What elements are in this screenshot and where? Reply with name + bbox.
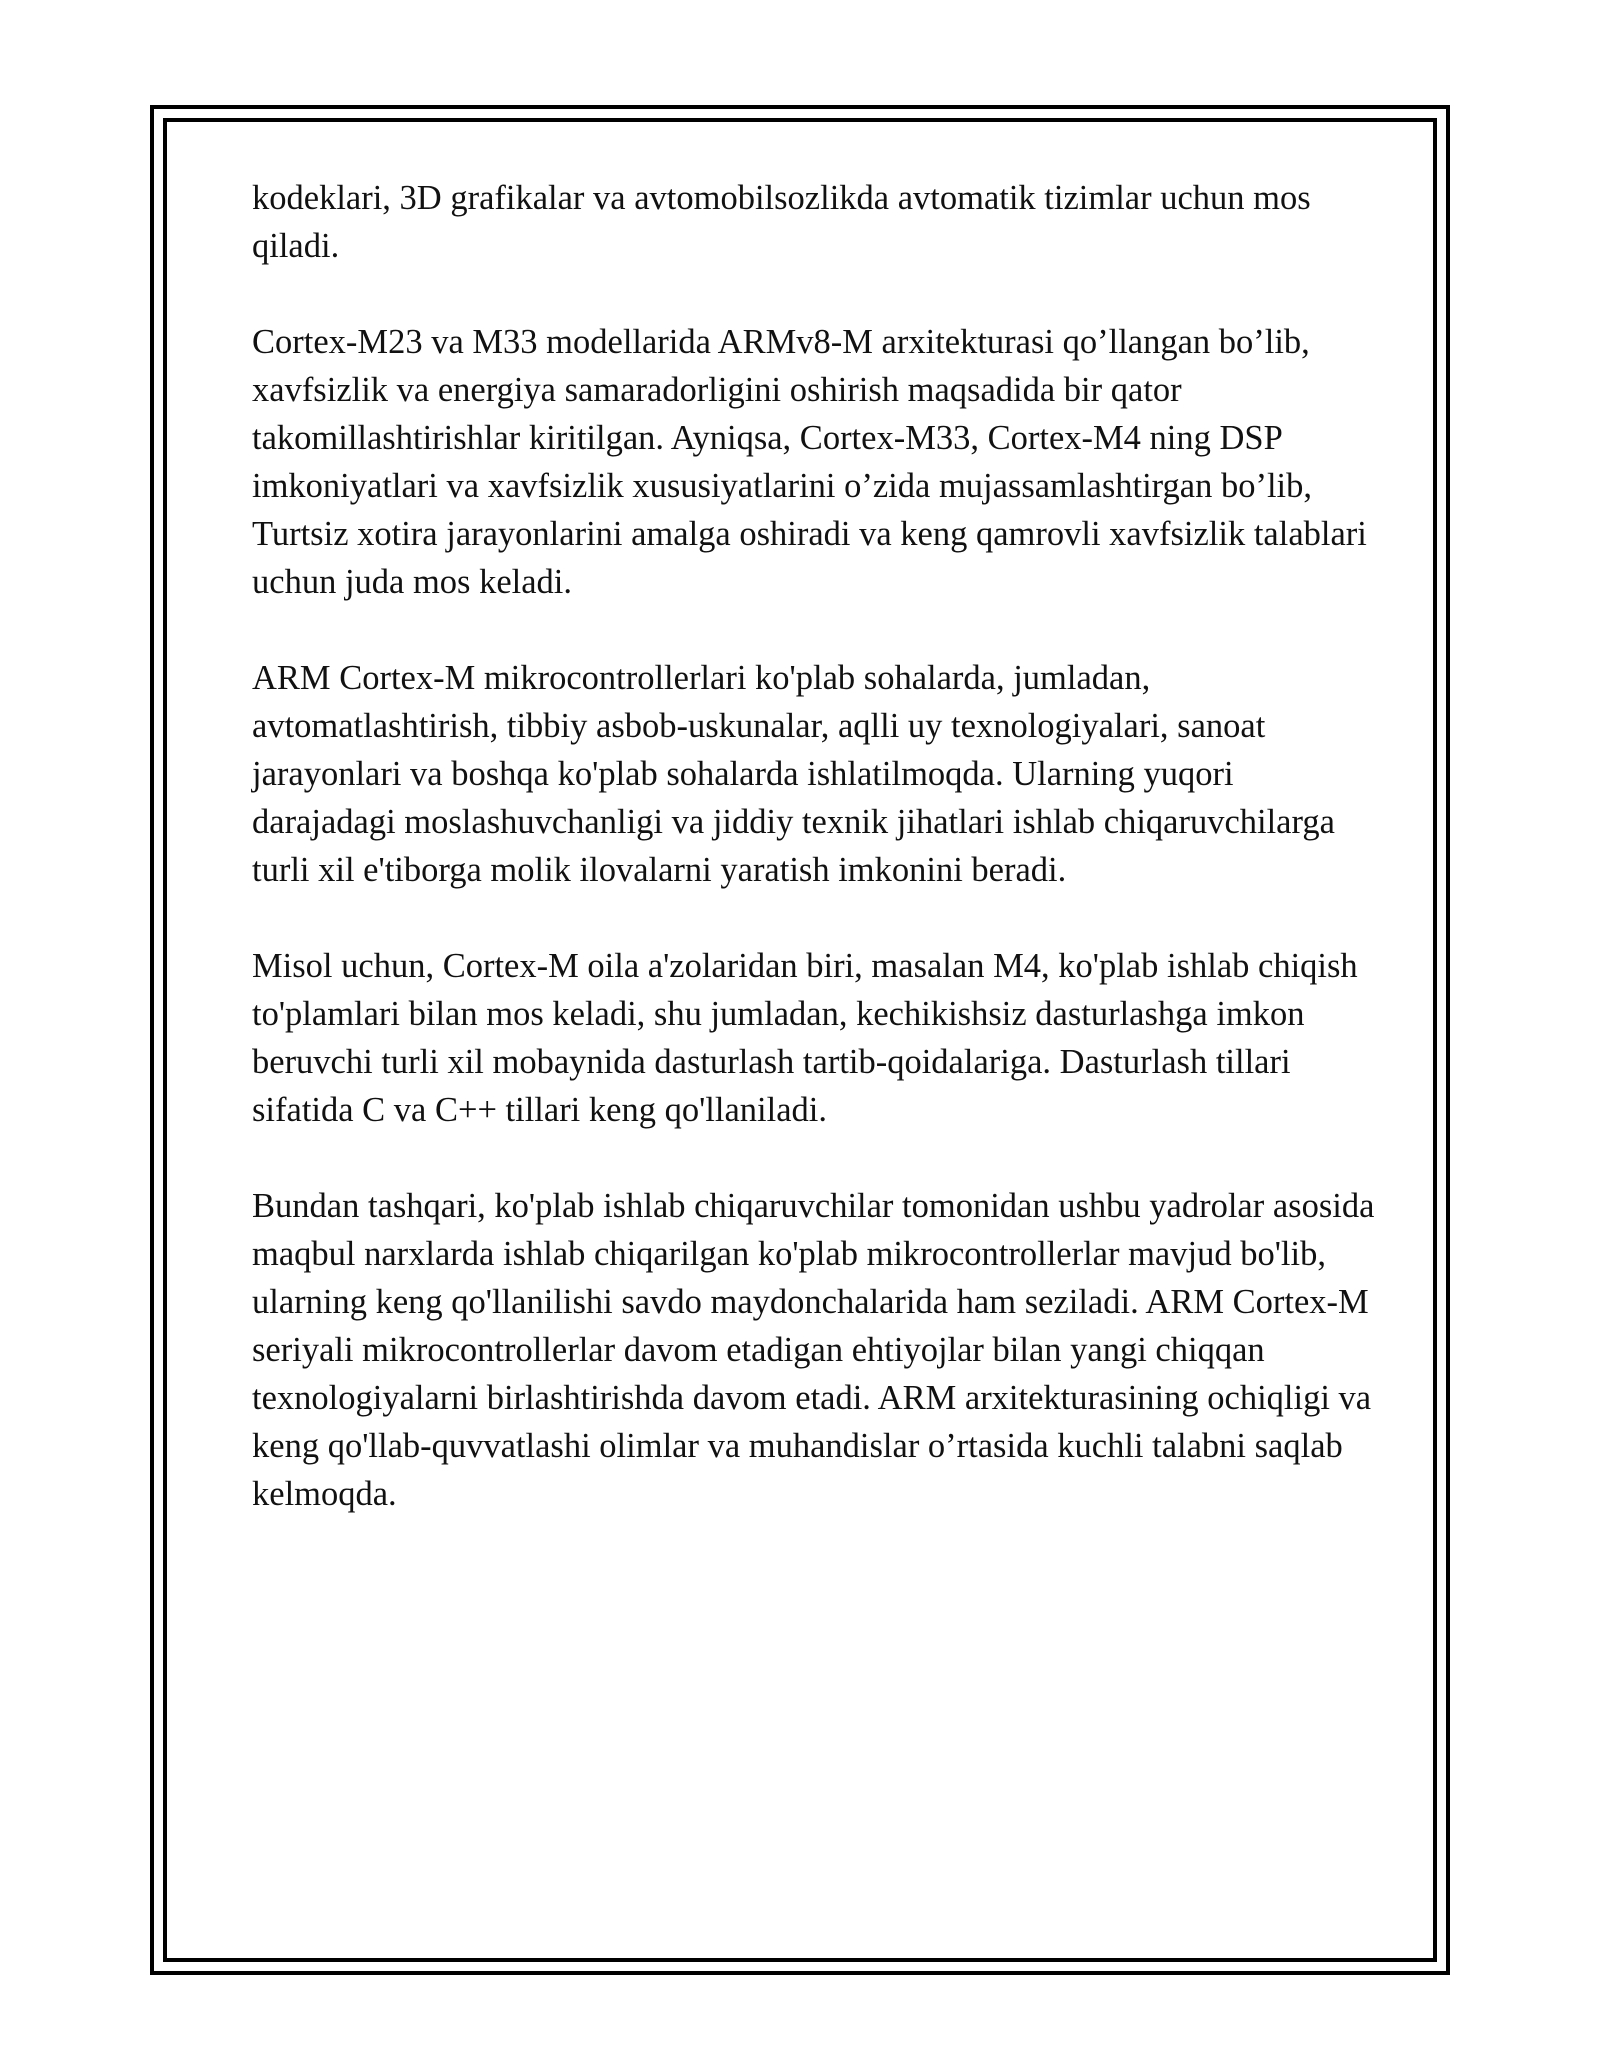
page-border-outer [150,105,1450,1975]
paragraph-5: Bundan tashqari, ko'plab ishlab chiqaruvchilar tomonidan ushbu yadrolar asosida maqbul narxlarda ishlab chiqarilgan ko'plab mikrocontrollerlar mavjud bo'lib, ularning keng qo'llanilishi savdo maydonchalarida ham seziladi. ARM Cortex-M seriyali mikrocontrollerlar davom etadigan ehtiyojlar bilan yangi chiqqan texnologiyalarni birlashtirishda davom etadi. ARM arxitekturasining ochiqligi va keng qo'llab-quvvatlashi olimlar va muhandislar o’rtasida kuchli talabni saqlab kelmoqda. [252,1187,1375,1513]
paragraph-2: Cortex-M23 va M33 modellarida ARMv8-M arxitekturasi qo’llangan bo’lib, xavfsizlik va energiya samaradorligini oshirish maqsadida bir qator takomillashtirishlar kiritilgan. Ayniqsa, Cortex-M33, Cortex-M4 ning DSP imkoniyatlari va xavfsizlik xususiyatlarini o’zida mujassamlashtirgan bo’lib, Turtsiz xotira jarayonlarini amalga oshiradi va keng qamrovli xavfsizlik talablari uchun juda mos keladi. [252,323,1367,601]
document-body [252,174,1382,1566]
paragraph-4: Misol uchun, Cortex-M oila a'zolaridan biri, masalan M4, ko'plab ishlab chiqish to'plamlari bilan mos keladi, shu jumladan, kechikishsiz dasturlashga imkon beruvchi turli xil mobaynida dasturlash tartib-qoidalariga. Dasturlash tillari sifatida C va C++ tillari keng qo'llaniladi. [252,947,1358,1129]
paragraph-3: ARM Cortex-M mikrocontrollerlari ko'plab sohalarda, jumladan, avtomatlashtirish, tibbiy asbob-uskunalar, aqlli uy texnologiyalari, sanoat jarayonlari va boshqa ko'plab sohalarda ishlatilmoqda. Ularning yuqori darajadagi moslashuvchanligi va jiddiy texnik jihatlari ishlab chiqaruvchilarga turli xil e'tiborga molik ilovalarni yaratish imkonini beradi. [252,659,1335,889]
paragraph-1: kodeklari, 3D grafikalar va avtomobilsozlikda avtomatik tizimlar uchun mos qiladi. [252,179,1311,265]
page-border-inner [163,118,1437,1962]
